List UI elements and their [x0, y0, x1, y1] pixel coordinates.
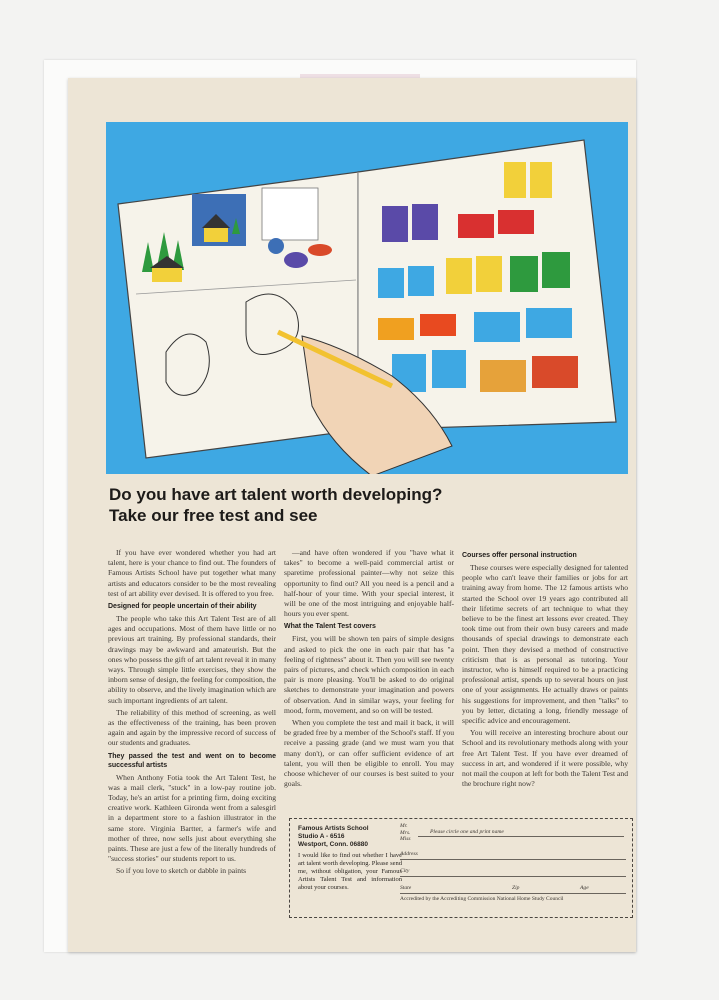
coupon-school-name: Famous Artists School	[298, 825, 369, 832]
paragraph: The reliability of this method of screening, as well as the effectiveness of the training, has been proven again and again by the impressive record of success of our students and graduates.	[108, 707, 276, 748]
subheading: They passed the test and went on to become successful artists	[108, 752, 276, 769]
body-column-2	[284, 548, 454, 791]
paragraph: When you complete the test and mail it back, it will be graded free by a member of the School's staff. If you receive a passing grade (and we must warn you that many don't), or can offer sufficient evidence of art talent, you will then be eligible to enroll. You may choose whichever of our courses is best suited to your goals.	[284, 718, 454, 789]
headline-line-2: Take our free test and see	[109, 506, 318, 525]
city-field[interactable]	[400, 866, 626, 877]
accreditation-note: Accredited by the Accrediting Commission National Home Study Council	[400, 895, 564, 902]
coupon-address-block	[298, 825, 402, 892]
age-label: Age	[580, 885, 589, 891]
headline-line-1: Do you have art talent worth developing?	[109, 485, 443, 504]
address-field[interactable]	[400, 849, 626, 860]
coupon-studio: Studio A - 6516	[298, 833, 345, 840]
mr-option[interactable]: Mr.	[400, 823, 408, 829]
paragraph: —and have often wondered if you "have what it takes" to become a well-paid commercial artist or sparetime professional painter—why not seize this opportunity to find out? All you need is a pencil and a half-hour of your time. With your special interest, it will be one of the most intriguing and enjoyable half-hours you ever spent.	[284, 548, 454, 619]
paragraph: You will receive an interesting brochure about our School and its revolutionary methods along with your free Art Talent Test. If you have ever dreamed of success in art, and wondered if it were possible, why not mail the coupon at left for both the Talent Test and the brochure right now?	[462, 728, 628, 789]
zip-label: Zip	[512, 885, 520, 891]
paragraph: If you have ever wondered whether you had art talent, here is your chance to find out. The founders of Famous Artists School have put together what many artists and educators consider to be the most revealing test of art ability ever devised. It is offered to you free.	[108, 548, 276, 598]
paragraph: When Anthony Fotia took the Art Talent Test, he was a mail clerk, "stuck" in a low-pay routine job. Today, he's an artist for a printing firm, doing exciting creative work. Kathleen Gironda went from a salesgirl in a department store to a fashion illustrator in the same store. Virginia Bartter, a farmer's wife and mother of three, now sells just about everything she paints. These are just a few of the literally hundreds of "success stories" our students report to us.	[108, 772, 276, 864]
city-label: City	[400, 868, 410, 874]
body-column-3	[462, 548, 628, 791]
paragraph: First, you will be shown ten pairs of simple designs and asked to pick the one in each pair that has "a feeling of rightness" about it. Then you will see twenty pairs of pictures, and check which composition in each pair is more pleasing. You'll be asked to do original sketches to demonstrate your imagination and powers of observation. And in similar ways, your feeling for mood, form, movement, and so on will be tested.	[284, 634, 454, 715]
state-label: State	[400, 885, 412, 891]
workbook-drawing	[106, 122, 628, 474]
miss-option[interactable]: Miss	[400, 836, 411, 842]
mail-in-coupon[interactable]	[289, 818, 633, 918]
subheading: Designed for people uncertain of their ability	[108, 603, 257, 611]
coupon-body-text: I would like to find out whether I have art talent worth developing. Please send me, without obligation, your Famous Artists Talent Test and information about your courses.	[298, 852, 402, 891]
subheading: What the Talent Test covers	[284, 623, 376, 631]
illustration-open-workbook	[106, 122, 628, 474]
mrs-option[interactable]: Mrs.	[400, 829, 411, 836]
coupon-form	[400, 823, 626, 902]
state-zip-age-field[interactable]	[400, 883, 626, 894]
body-column-1	[108, 548, 276, 879]
name-hint: Please circle one and print name	[430, 829, 504, 835]
paragraph: These courses were especially designed for talented people who can't leave their families or jobs for art training away from home. The 12 famous artists who started the School over 19 years ago contributed all their lifetime secrets of art technique to what they believe to be the finest art lessons ever created. They took time out from their own busy careers and made thousands of special drawings to demonstrate each point. Then they devised a method of constructive criticism that is as personal as tutoring. Your instructor, who is himself required to be a practicing professional artist, spends up to several hours on just one of your assignments. He actually draws or paints his suggestions for improvement, and then "talks" to you by letter, dictating a long, friendly message of specific advice and encouragement.	[462, 563, 628, 726]
coupon-city: Westport, Conn. 06880	[298, 841, 368, 848]
paragraph: So if you love to sketch or dabble in paints	[116, 866, 247, 876]
address-label: Address	[400, 851, 418, 857]
ad-headline	[109, 484, 629, 526]
paragraph: The people who take this Art Talent Test are of all ages and occupations. Most of them have little or no previous art training. By professional standards, their drawings may be awkward and amateurish. But the ones who possess the gift of art talent reveal it in many ways. Through simple little exercises, they show the inborn sense of design, the feeling for composition, the ability to observe, and the lively imagination which are such important ingredients of art talent.	[108, 614, 276, 705]
subheading: Courses offer personal instruction	[462, 552, 577, 559]
